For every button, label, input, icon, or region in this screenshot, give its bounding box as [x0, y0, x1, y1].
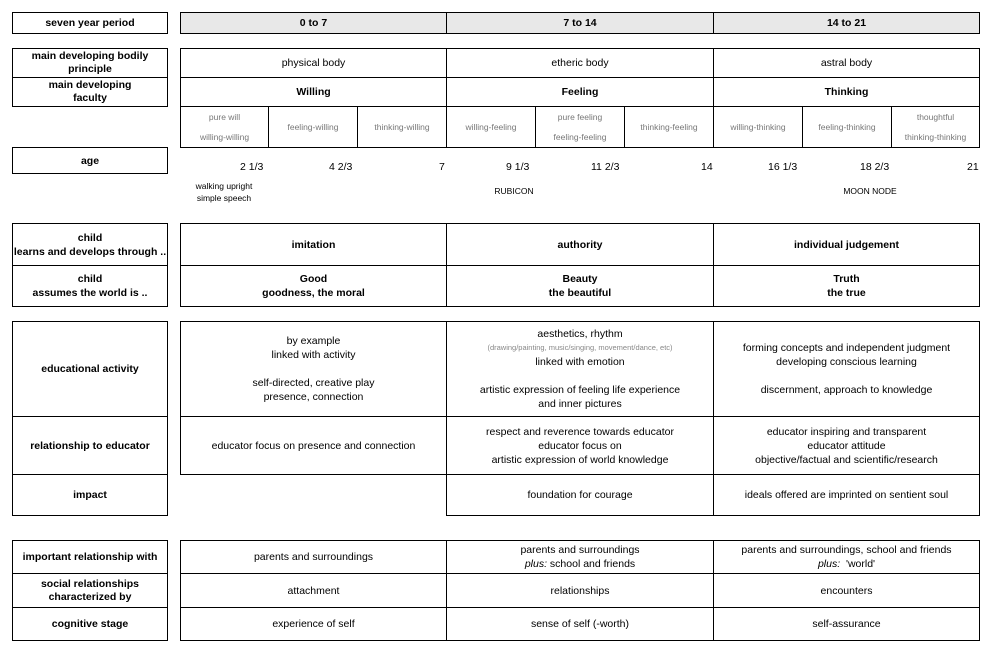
cell-line: educator inspiring and transparent	[766, 425, 927, 438]
cell-line: artistic expression of world knowledge	[491, 453, 669, 466]
cell-line-plus	[818, 557, 875, 571]
educational-activity-cell-2	[446, 321, 714, 417]
cell-line: linked with activity	[271, 349, 356, 361]
assumes-cell-2	[446, 265, 714, 307]
age-note-moon-node: MOON NODE	[843, 186, 897, 196]
cognitive-cell-1: experience of self	[180, 607, 447, 641]
important-relationship-cell-2	[446, 540, 714, 574]
cell-line-plus	[525, 557, 635, 571]
cell-line2: the beautiful	[548, 287, 612, 299]
bodily-principle-cell-3: astral body	[713, 48, 980, 78]
assumes-cell-1	[180, 265, 447, 307]
row-label-learns	[12, 223, 168, 266]
plus-rest: school and friends	[547, 558, 636, 570]
row-label-important-relationship: important relationship with	[12, 540, 168, 574]
label-line1: child	[77, 273, 103, 285]
relationship-educator-cell-3	[713, 416, 980, 475]
age-note-rubicon: RUBICON	[494, 186, 534, 196]
learns-cell-3: individual judgement	[713, 223, 980, 266]
age-value: 2 1/3	[240, 161, 264, 173]
sub-faculty-bottom: thinking-willing	[374, 122, 430, 132]
row-label-bodily-principle	[12, 48, 168, 78]
bodily-principle-cell-1: physical body	[180, 48, 447, 78]
label-text: main developing bodily principle	[31, 50, 149, 75]
period-header-3: 14 to 21	[713, 12, 980, 34]
cell-line: discernment, approach to knowledge	[760, 384, 933, 396]
faculty-cell-3: Thinking	[713, 77, 980, 107]
plus-rest: 'world'	[840, 558, 876, 570]
relationship-educator-cell-1: educator focus on presence and connection	[180, 416, 447, 475]
impact-cell-2: foundation for courage	[446, 474, 714, 516]
faculty-cell-1: Willing	[180, 77, 447, 107]
important-relationship-cell-1: parents and surroundings	[180, 540, 447, 574]
cell-line: respect and reverence towards educator	[486, 425, 674, 438]
age-value: 18 2/3	[860, 161, 890, 173]
relationship-educator-cell-2	[446, 416, 714, 475]
sub-faculty-cell	[357, 106, 447, 148]
row-label-seven-year-period: seven year period	[12, 12, 168, 34]
cell-line: presence, connection	[263, 391, 364, 403]
note-speech: simple speech	[196, 193, 252, 203]
cell-line2: goodness, the moral	[262, 287, 365, 299]
sub-faculty-cell	[535, 106, 625, 148]
sub-faculty-cell	[446, 106, 536, 148]
age-value: 9 1/3	[506, 161, 530, 173]
sub-faculty-cell	[713, 106, 803, 148]
age-value: 14	[701, 161, 713, 173]
row-label-assumes	[12, 265, 168, 307]
cell-line: educator attitude	[807, 439, 886, 452]
row-label-relationship-educator: relationship to educator	[12, 416, 168, 475]
sub-faculty-bottom: feeling-thinking	[818, 122, 876, 132]
faculty-cell-2: Feeling	[446, 77, 714, 107]
sub-faculty-bottom: feeling-willing	[287, 122, 339, 132]
cell-line: objective/factual and scientific/research	[755, 453, 938, 466]
sub-faculty-top: pure feeling	[557, 112, 603, 122]
row-label-social	[12, 573, 168, 608]
age-value: 21	[967, 161, 979, 173]
sub-faculty-top: thoughtful	[916, 112, 955, 122]
sub-faculty-cell	[268, 106, 358, 148]
sub-faculty-bottom: thinking-feeling	[640, 122, 698, 132]
period-header-1: 0 to 7	[180, 12, 447, 34]
row-label-impact: impact	[12, 474, 168, 516]
age-note-walking	[180, 179, 268, 205]
cell-line: educator focus on	[538, 439, 622, 452]
cell-line: parents and surroundings, school and friends	[741, 544, 952, 556]
cell-line1: Beauty	[562, 273, 598, 285]
label-text: social relationships characterized by	[40, 577, 140, 603]
social-cell-1: attachment	[180, 573, 447, 608]
cell-line2: the true	[827, 287, 866, 299]
learns-cell-2: authority	[446, 223, 714, 266]
plus-label: plus:	[524, 558, 548, 570]
age-value: 4 2/3	[329, 161, 353, 173]
label-text: main developing faculty	[48, 79, 132, 104]
plus-label: plus:	[817, 558, 841, 570]
assumes-cell-3	[713, 265, 980, 307]
row-label-cognitive: cognitive stage	[12, 607, 168, 641]
social-cell-3: encounters	[713, 573, 980, 608]
cell-line: self-directed, creative play	[252, 377, 375, 389]
cell-line: and inner pictures	[538, 398, 622, 410]
sub-faculty-bottom: willing-willing	[199, 132, 250, 142]
social-cell-2: relationships	[446, 573, 714, 608]
bodily-principle-cell-2: etheric body	[446, 48, 714, 78]
sub-faculty-cell	[891, 106, 980, 148]
cell-line: by example	[286, 335, 341, 347]
sub-faculty-bottom: thinking-thinking	[904, 132, 967, 142]
sub-faculty-top: pure will	[208, 112, 241, 122]
cell-line: linked with emotion	[535, 356, 625, 368]
cognitive-cell-3: self-assurance	[713, 607, 980, 641]
educational-activity-cell-1	[180, 321, 447, 417]
row-label-age: age	[12, 147, 168, 174]
cell-line: artistic expression of feeling life experience	[479, 384, 681, 396]
note-walking: walking upright	[195, 181, 253, 191]
cell-line: forming concepts and independent judgment	[742, 342, 951, 354]
educational-activity-cell-3	[713, 321, 980, 417]
cell-line: aesthetics, rhythm	[537, 328, 623, 340]
period-header-2: 7 to 14	[446, 12, 714, 34]
cell-line: parents and surroundings	[520, 544, 640, 556]
important-relationship-cell-3	[713, 540, 980, 574]
learns-cell-1: imitation	[180, 223, 447, 266]
label-line2: learns and develops through ..	[13, 245, 167, 258]
cell-line1: Good	[299, 273, 328, 285]
sub-faculty-cell	[802, 106, 892, 148]
cell-line1: Truth	[833, 273, 860, 285]
sub-faculty-bottom: willing-feeling	[465, 122, 517, 132]
impact-cell-3: ideals offered are imprinted on sentient soul	[713, 474, 980, 516]
cell-detail: (drawing/painting, music/singing, movement/dance, etc)	[487, 343, 673, 352]
age-value: 7	[439, 161, 445, 173]
sub-faculty-cell	[180, 106, 269, 148]
row-label-educational-activity: educational activity	[12, 321, 168, 417]
cognitive-cell-2: sense of self (-worth)	[446, 607, 714, 641]
cell-line: developing conscious learning	[776, 356, 917, 368]
age-value: 16 1/3	[768, 161, 798, 173]
sub-faculty-bottom: feeling-feeling	[553, 132, 607, 142]
label-line2: assumes the world is ..	[32, 287, 148, 299]
sub-faculty-cell	[624, 106, 714, 148]
sub-faculty-bottom: willing-thinking	[730, 122, 786, 132]
label-line1: child	[77, 231, 103, 244]
row-label-developing-faculty	[12, 77, 168, 107]
age-value: 11 2/3	[591, 161, 620, 173]
